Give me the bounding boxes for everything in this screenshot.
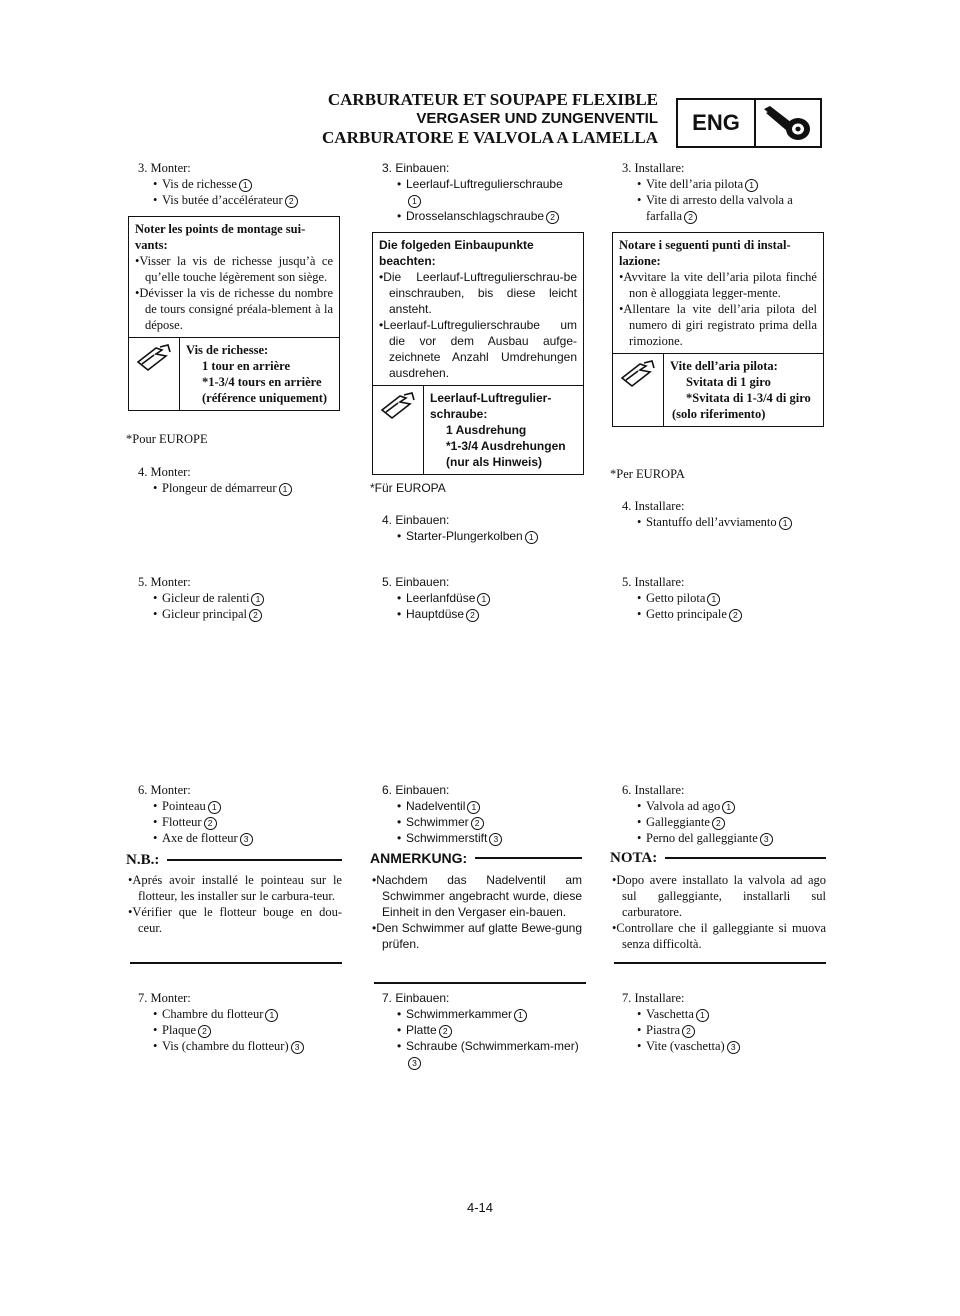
list-item: • Stantuffo dell’avviamento 1 xyxy=(610,514,826,530)
title-de: VERGASER UND ZUNGENVENTIL xyxy=(416,110,658,127)
de-step-4: 4. Einbauen: • Starter-Plungerkolben 1 xyxy=(370,512,586,544)
it-step-4: 4. Installare: • Stantuffo dell’avviamento 1 xyxy=(610,498,826,530)
list-item: • Vite di arresto della valvola a farfalla 2 xyxy=(637,193,793,223)
de-note-box: Die folgeden Einbaupunkte beachten: •Die Leerlauf-Luftregulierschrau-be einschrauben, bis diese leicht ansteht. •Leerlauf-Luftregulierschraube um die vor dem Ausbau aufge-zeichnete Anzahl Umdrehungen ausdrehen. Leerlauf-Luftregulier-schraube: 1 Ausdrehung *1-3/4 Ausdrehungen (nur als Hinweis) xyxy=(372,232,584,475)
list-item: • Chambre du flotteur 1 xyxy=(126,1006,342,1022)
list-item: • Piastra 2 xyxy=(610,1022,826,1038)
section-titles xyxy=(322,90,658,147)
list-item: • Drosselanschlagschraube 2 xyxy=(370,208,586,224)
page-number: 4-14 xyxy=(466,1200,494,1215)
de-spec: Leerlauf-Luftregulier-schraube: 1 Ausdrehung *1-3/4 Ausdrehungen (nur als Hinweis) xyxy=(373,385,583,474)
fr-step-5: 5. Monter: • Gicleur de ralenti 1 • Gicleur principal 2 xyxy=(126,574,342,622)
it-footnote: *Per EUROPA xyxy=(610,467,685,481)
list-item: • Gicleur principal 2 xyxy=(126,606,342,622)
list-item: • Plongeur de démarreur 1 xyxy=(126,480,342,496)
list-item: • Pointeau 1 xyxy=(126,798,342,814)
it-step-3: 3. Installare: • Vite dell’aria pilota 1 • Vite di arresto della valvola a farfalla 2 xyxy=(610,160,826,224)
de-nb-body: •Nachdem das Nadelventil am Schwimmer angebracht wurde, diese Einheit in den Vergaser ein-bauen. •Den Schwimmer auf glatte Bewe-gung prüfen. xyxy=(372,873,582,951)
list-item: • Vite (vaschetta) 3 xyxy=(610,1038,826,1054)
list-item: • Vite dell’aria pilota 1 xyxy=(610,176,826,192)
list-item: • Perno del galleggiante 3 xyxy=(610,830,826,846)
de-step-5: 5. Einbauen: • Leerlanfdüse 1 • Hauptdüse 2 xyxy=(370,574,586,622)
list-item: • Vis de richesse 1 xyxy=(126,176,342,192)
de-nb-end-rule xyxy=(374,982,586,984)
title-it: CARBURATORE E VALVOLA A LAMELLA xyxy=(322,128,658,147)
fr-step-4: 4. Monter: • Plongeur de démarreur 1 xyxy=(126,464,342,496)
engine-tool-icon xyxy=(756,100,820,146)
de-nb-heading: ANMERKUNG: xyxy=(370,850,582,866)
list-item: • Schwimmerstift 3 xyxy=(370,830,586,846)
it-nb-end-rule xyxy=(614,962,826,964)
list-item: • Schraube (Schwimmerkam-mer)3 xyxy=(397,1039,579,1068)
list-item: • Flotteur 2 xyxy=(126,814,342,830)
wrench-spec-icon xyxy=(613,354,664,426)
fr-nb-body: •Aprés avoir installé le pointeau sur le flotteur, les installer sur le carbura-teur. •Vérifier que le flotteur bouge en dou-ceur. xyxy=(128,873,342,935)
title-fr: CARBURATEUR ET SOUPAPE FLEXIBLE xyxy=(327,90,658,109)
fr-footnote: *Pour EUROPE xyxy=(126,432,208,446)
fr-step-3: 3. Monter: • Vis de richesse 1 • Vis butée d’accélérateur 2 xyxy=(126,160,342,208)
fr-nb-heading: N.B.: xyxy=(126,852,342,868)
it-spec: Vite dell’aria pilota: Svitata di 1 giro *Svitata di 1-3/4 di giro (solo riferimento) xyxy=(613,353,823,426)
list-item: • Valvola ad ago 1 xyxy=(610,798,826,814)
it-nb-body: •Dopo avere installato la valvola ad ago sul galleggiante, installarli sul carburatore. •Controllare che il galleggiante si muova senza difficoltà. xyxy=(612,873,826,951)
list-item: • Axe de flotteur 3 xyxy=(126,830,342,846)
de-step-3: 3. Einbauen: • Leerlauf-Luftregulierschraube 1 • Drosselanschlagschraube 2 xyxy=(370,160,586,224)
list-item: • Getto principale 2 xyxy=(610,606,826,622)
de-step-7: 7. Einbauen: • Schwimmerkammer 1 • Platte 2 • Schraube (Schwimmerkam-mer)3 xyxy=(370,990,586,1070)
list-item: • Starter-Plungerkolben 1 xyxy=(370,528,586,544)
list-item: • Leerlanfdüse 1 xyxy=(370,590,586,606)
fr-note-box: Noter les points de montage sui-vants: •Visser la vis de richesse jusqu’à ce qu’elle touche légèrement son siège. •Dévisser la vis de richesse du nombre de tours consigné préala-blement à la dépose. Vis de richesse: 1 tour en arrière *1-3/4 tours en arrière (référence uniquement) xyxy=(128,216,340,411)
fr-step-6: 6. Monter: • Pointeau 1 • Flotteur 2 • Axe de flotteur 3 xyxy=(126,782,342,846)
list-item: • Leerlauf-Luftregulierschraube 1 xyxy=(397,177,563,206)
list-item: • Vis (chambre du flotteur) 3 xyxy=(126,1038,342,1054)
eng-label: ENG xyxy=(678,100,756,146)
wrench-spec-icon xyxy=(129,338,180,410)
list-item: • Hauptdüse 2 xyxy=(370,606,586,622)
fr-step-7: 7. Monter: • Chambre du flotteur 1 • Plaque 2 • Vis (chambre du flotteur) 3 xyxy=(126,990,342,1054)
it-step-5: 5. Installare: • Getto pilota 1 • Getto principale 2 xyxy=(610,574,826,622)
it-step-7: 7. Installare: • Vaschetta 1 • Piastra 2 • Vite (vaschetta) 3 xyxy=(610,990,826,1054)
list-item: • Plaque 2 xyxy=(126,1022,342,1038)
it-note-box: Notare i seguenti punti di instal-lazione: •Avvitare la vite dell’aria pilota finché non è alloggiata legger-mente. •Allentare la vite dell’aria pilota del numero di giri registrato prima della rimozione. Vite dell’aria pilota: Svitata di 1 giro *Svitata di 1-3/4 di giro (solo riferimento) xyxy=(612,232,824,427)
wrench-spec-icon xyxy=(373,386,424,474)
it-nb-heading: NOTA: xyxy=(610,850,826,866)
list-item: • Getto pilota 1 xyxy=(610,590,826,606)
list-item: • Platte 2 xyxy=(370,1022,586,1038)
de-footnote: *Für EUROPA xyxy=(370,481,446,495)
list-item: • Galleggiante 2 xyxy=(610,814,826,830)
list-item: • Gicleur de ralenti 1 xyxy=(126,590,342,606)
eng-badge xyxy=(676,98,822,148)
list-item: • Vis butée d’accélérateur 2 xyxy=(126,192,342,208)
de-step-6: 6. Einbauen: • Nadelventil 1 • Schwimmer 2 • Schwimmerstift 3 xyxy=(370,782,586,846)
fr-nb-end-rule xyxy=(130,962,342,964)
list-item: • Schwimmer 2 xyxy=(370,814,586,830)
list-item: • Vaschetta 1 xyxy=(610,1006,826,1022)
list-item: • Schwimmerkammer 1 xyxy=(370,1006,586,1022)
it-step-6: 6. Installare: • Valvola ad ago 1 • Galleggiante 2 • Perno del galleggiante 3 xyxy=(610,782,826,846)
fr-spec: Vis de richesse: 1 tour en arrière *1-3/4 tours en arrière (référence uniquement) xyxy=(129,337,339,410)
list-item: • Nadelventil 1 xyxy=(370,798,586,814)
